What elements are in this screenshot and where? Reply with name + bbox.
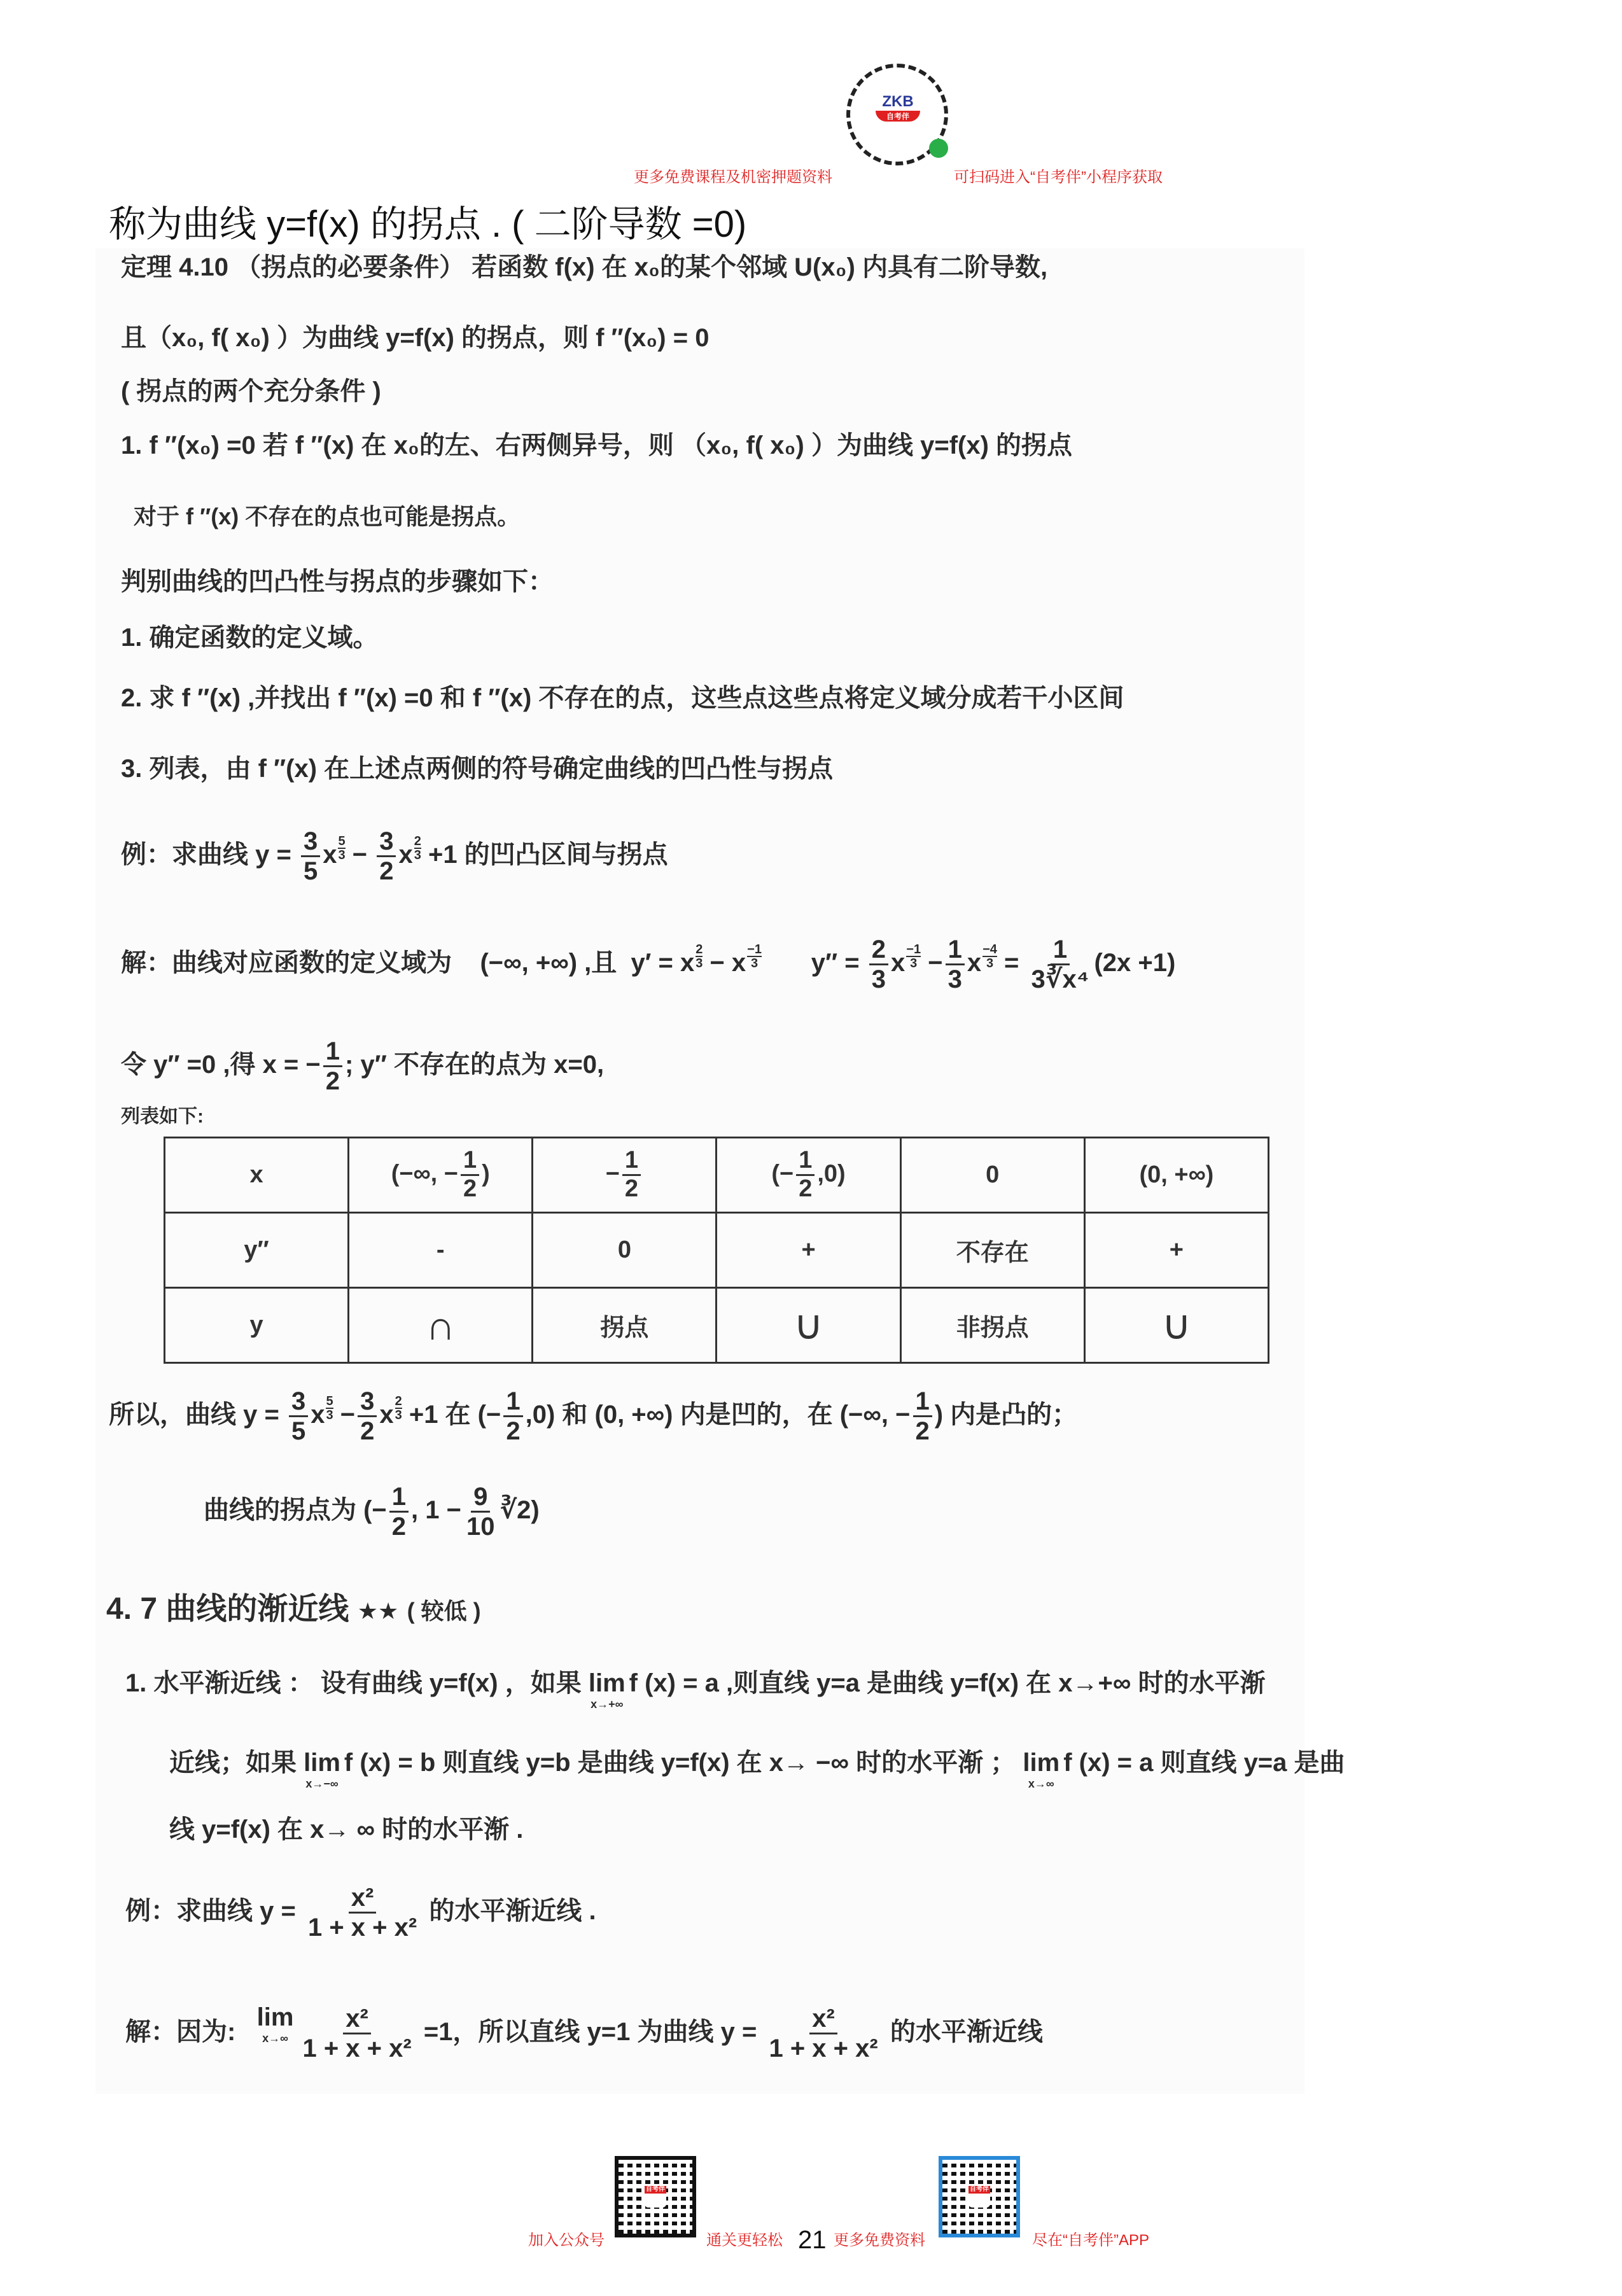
concavity-table: [164, 1137, 1269, 1364]
asymptote-line-3: 线 y=f(x) 在 x→ ∞ 时的水平渐 .: [169, 1816, 524, 1844]
convex-symbol: ∩: [349, 1288, 533, 1363]
header-right-text: 可扫码进入“自考伴”小程序获取: [954, 169, 1163, 186]
table-row: y ∩ 拐点 ∪ 非拐点 ∪: [165, 1288, 1269, 1363]
page-number: 21: [798, 2226, 827, 2254]
table-intro: 列表如下:: [121, 1106, 204, 1127]
let-line: 令 y″ =0 ,得 x = − $\frac{1}{2}$ ; y″ 不存在的点为 x=0,: [121, 1037, 605, 1095]
steps-heading: 判别曲线的凹凸性与拐点的步骤如下：: [121, 568, 554, 596]
miniprogram-icon: [929, 139, 948, 158]
zkb-logo: 自考伴: [645, 2186, 667, 2208]
footer-text-more: 更多免费资料: [834, 2232, 925, 2249]
step-2: 2. 求 f ″(x) ,并找出 f ″(x) =0 和 f ″(x) 不存在的点，这些点这些点将定义域分成若干小区间: [121, 684, 1124, 712]
theorem-line-2: 且（x₀, f( x₀) ）为曲线 y=f(x) 的拐点，则 f ″(x₀) = 0: [121, 324, 710, 352]
theorem-line-1: 定理 4.10 （拐点的必要条件） 若函数 f(x) 在 x₀的某个邻域 U(x₀) 内具有二阶导数,: [121, 253, 1048, 281]
section-heading: 4. 7 曲线的渐近线 ★★ ( 较低 ): [106, 1592, 481, 1626]
stars-rating: ★★: [357, 1598, 399, 1624]
app-qr-code: [939, 2156, 1020, 2237]
table-row: x (−∞, − $\frac{1}{2}$ ) − $\frac{1}{2}$ (− $\frac{1}{2}$ ,0) 0 (0, +∞): [165, 1138, 1269, 1213]
sufficient-item-1: 1. f ″(x₀) =0 若 f ″(x) 在 x₀的左、右两侧异号，则 （x₀, f( x₀) ）为曲线 y=f(x) 的拐点: [121, 431, 1073, 459]
footer-text-app: 尽在“自考伴”APP: [1032, 2232, 1150, 2249]
conclusion-line: 所以，曲线 y = $\frac{3}{5}$ x $\frac{5}{3}$ − $\frac{3}{2}$ x $\frac{2}{3}$ +1 在 (− $\frac{1}{2}$ ,0) 和 (0, +∞) 内是凹的，在 (−∞, − $\frac{1}{2}$ ) 内是凸的；: [109, 1387, 1078, 1445]
zkb-logo: ZKB 自考伴: [876, 93, 920, 137]
fraction: $\frac{3}{5}$: [301, 827, 320, 885]
sufficient-item-2: 对于 f ″(x) 不存在的点也可能是拐点。: [134, 503, 521, 529]
wechat-qr-code: [615, 2156, 696, 2237]
sufficient-heading: ( 拐点的两个充分条件 ): [121, 377, 381, 405]
title-line: 称为曲线 y=f(x) 的拐点 . ( 二阶导数 =0): [109, 204, 747, 245]
example-2: 例：求曲线 y = $\frac{\text{x²}}{\text{1 + x + x²}}$ 的水平渐近线 .: [125, 1884, 596, 1942]
asymptote-line-1: 1. 水平渐近线 ： 设有曲线 y=f(x) ，如果 lim x→+∞ f (x) = a ,则直线 y=a 是曲线 y=f(x) 在 x→+∞ 时的水平渐: [125, 1669, 1266, 1711]
solution-2: 解：因为: lim x→∞ $\frac{\text{x²}}{\text{1 + x + x²}}$ =1，所以直线 y=1 为曲线 y = $\frac{\text{x²}}{\text{1 + x + x²}}$ 的水平渐近线: [125, 2003, 1043, 2062]
table-row: y″ - 0 + 不存在 +: [165, 1213, 1269, 1288]
header-left-text: 更多免费课程及机密押题资料: [634, 169, 832, 186]
concave-symbol: ∪: [717, 1288, 900, 1363]
footer-text-pass: 通关更轻松: [706, 2232, 783, 2249]
step-1: 1. 确定函数的定义域。: [121, 624, 379, 652]
concave-symbol: ∪: [1084, 1288, 1268, 1363]
asymptote-line-2: 近线；如果 lim x→−∞ f (x) = b 则直线 y=b 是曲线 y=f(x) 在 x→ −∞ 时的水平渐 ； lim x→∞ f (x) = a 则直线 y=a 是曲: [169, 1749, 1345, 1790]
inflection-point-line: 曲线的拐点为 (− $\frac{1}{2}$ , 1 − $\frac{9}{10}$ ∛2): [204, 1483, 540, 1541]
step-3: 3. 列表，由 f ″(x) 在上述点两侧的符号确定曲线的凹凸性与拐点: [121, 755, 834, 783]
example-1: 例：求曲线 y = $\frac{3}{5}$ x $\frac{5}{3}$ − $\frac{3}{2}$ x $\frac{2}{3}$ +1 的凹凸区间与拐点: [121, 827, 668, 885]
fraction: $\frac{3}{2}$: [377, 827, 396, 885]
solution-1: 解：曲线对应函数的定义域为 (−∞, +∞) ,且 y′ = x $\frac{2}{3}$ − x $\frac{-1}{3}$ y″ = $\frac{2}{3}$ x $\frac{-1}{3}$ − $\frac{1}{3}$ x $\frac{-4}{3}$ = $\frac{1}{\text{3∛x⁴}}$ (2x +1): [121, 935, 1176, 993]
footer-text-join: 加入公众号: [528, 2232, 605, 2249]
zkb-logo: 自考伴: [968, 2186, 991, 2208]
header-qr-code: [846, 64, 948, 165]
